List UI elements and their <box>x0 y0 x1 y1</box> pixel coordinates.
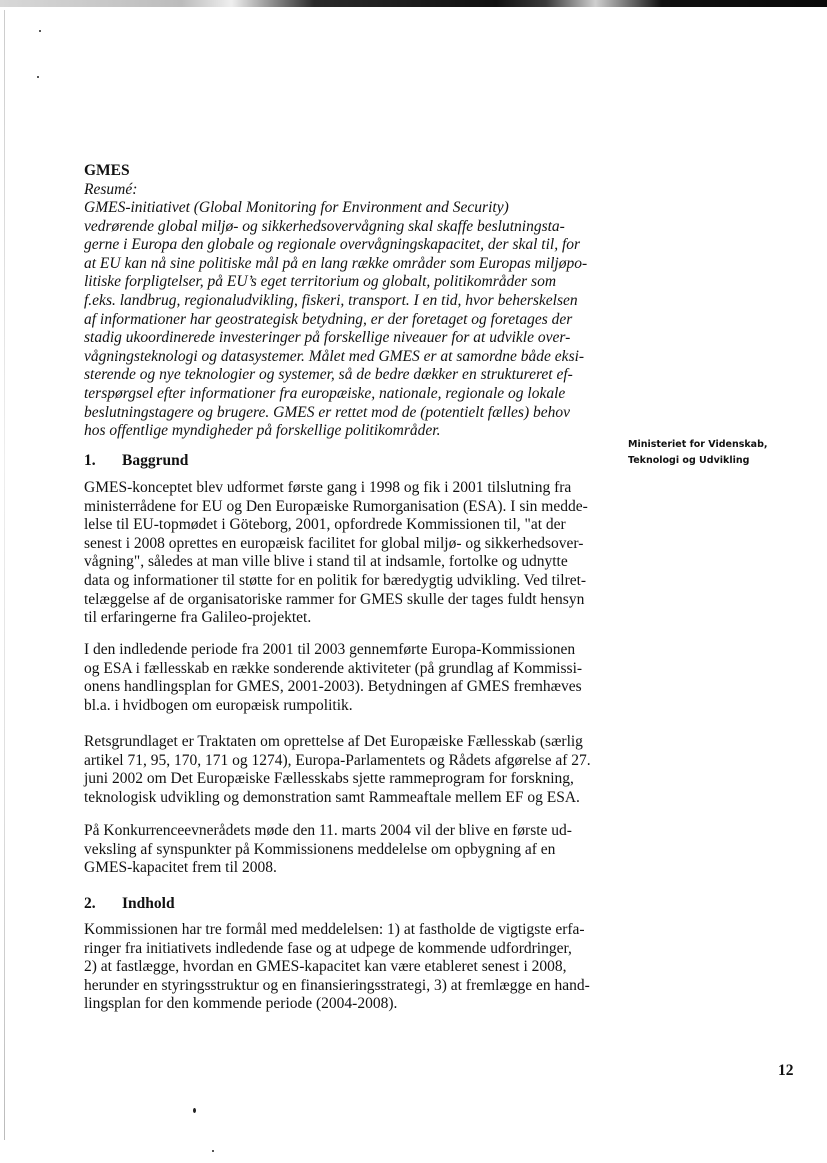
scan-edge-left <box>4 10 5 1140</box>
paragraph-line: telæggelse af de organisatoriske rammer for GMES skulle der tages fuldt hensyn <box>84 590 585 608</box>
paragraph <box>84 921 604 1014</box>
paragraph-line: juni 2002 om Det Europæiske Fællesskabs sjette rammeprogram for forskning, <box>84 770 574 788</box>
paragraph-line: Kommissionen har tre formål med meddelelsen: 1) at fastholde de vigtigste erfa- <box>84 921 585 938</box>
paragraph-line: lingsplan for den kommende periode (2004-2008). <box>84 995 398 1013</box>
resume-text <box>84 199 604 441</box>
paragraph <box>84 479 604 628</box>
paragraph-line: bl.a. i hvidbogen om europæisk rumpolitik. <box>84 696 353 714</box>
resume-line: f.eks. landbrug, regionaludvikling, fiskeri, transport. I en tid, hvor beherskelsen <box>84 291 578 309</box>
section-number: 1. <box>84 452 96 469</box>
document-title: GMES <box>84 162 130 179</box>
paragraph-line: og ESA i fællesskab en række sonderende aktiviteter (på grundlag af Kommissi- <box>84 659 583 677</box>
scan-speck <box>39 30 41 32</box>
resume-line: litiske forpligtelser, på EU’s eget territorium og globalt, politikområder som <box>84 273 557 291</box>
scan-speck <box>193 1108 196 1113</box>
resume-line: beslutningstagere og brugere. GMES er rettet mod de (potentielt fælles) behov <box>84 403 570 421</box>
resume-line: stadig ukoordinerede investeringer på forskellige niveauer for at udvikle over- <box>84 329 571 347</box>
paragraph-line: I den indledende periode fra 2001 til 2003 gennemførte Europa-Kommissionen <box>84 641 576 658</box>
resume-line: hos offentlige myndigheder på forskellige politikområder. <box>84 422 441 440</box>
paragraph-line: ringer fra initiativets indledende fase og at udpege de kommende udfordringer, <box>84 939 572 957</box>
section-heading-text: Indhold <box>122 895 175 912</box>
paragraph-line: Retsgrundlaget er Traktaten om oprettelse af Det Europæiske Fællesskab (særlig <box>84 733 583 750</box>
page-number: 12 <box>778 1062 794 1079</box>
resume-line: sterende og nye teknologier og systemer, så de bedre dækker en struktureret ef- <box>84 366 573 384</box>
paragraph-line: onens handlingsplan for GMES, 2001-2003). Betydningen af GMES fremhæves <box>84 678 582 696</box>
resume-line: GMES-initiativet (Global Monitoring for Environment and Security) <box>84 199 509 216</box>
resume-label: Resumé: <box>84 181 138 198</box>
paragraph-line: herunder en styringsstruktur og en finansieringsstrategi, 3) at fremlægge en hand- <box>84 976 590 994</box>
paragraph-line: På Konkurrenceevnerådets møde den 11. marts 2004 vil der blive en første ud- <box>84 822 572 839</box>
section-heading-indhold <box>84 895 175 913</box>
resume-line: vågningsteknologi og datasystemer. Målet med GMES er at samordne både eksi- <box>84 347 585 365</box>
sidebar-note-line: Teknologi og Udvikling <box>628 455 750 466</box>
paragraph-line: til erfaringerne fra Galileo-projektet. <box>84 609 312 627</box>
ministry-sidebar-note <box>628 437 768 469</box>
section-number: 2. <box>84 895 96 912</box>
paragraph-line: veksling af synspunkter på Kommissionens meddelelse om opbygning af en <box>84 840 556 858</box>
paragraph-line: artikel 71, 95, 170, 171 og 1274), Europa-Parlamentets og Rådets afgørelse af 27. <box>84 751 591 769</box>
scan-speck <box>212 1150 214 1152</box>
paragraph-line: GMES-konceptet blev udformet første gang i 1998 og fik i 2001 tilslutning fra <box>84 479 572 496</box>
paragraph-line: lelse til EU-topmødet i Göteborg, 2001, opfordrede Kommissionen til, "at der <box>84 516 566 534</box>
sidebar-note-line: Ministeriet for Videnskab, <box>628 439 768 450</box>
paragraph <box>84 641 604 715</box>
paragraph-line: GMES-kapacitet frem til 2008. <box>84 859 277 877</box>
scan-speck <box>37 76 39 78</box>
paragraph-line: 2) at fastlægge, hvordan en GMES-kapacitet kan være etableret senest i 2008, <box>84 958 567 976</box>
paragraph-line: vågning", således at man ville blive i stand til at indsamle, fortolke og udnytte <box>84 553 568 571</box>
resume-line: vedrørende global miljø- og sikkerhedsovervågning skal skaffe beslutningsta- <box>84 217 565 235</box>
paragraph <box>84 822 604 878</box>
paragraph-line: senest i 2008 oprettes en europæisk facilitet for global miljø- og sikkerhedsover- <box>84 534 584 552</box>
scan-edge-top <box>0 0 827 7</box>
paragraph-line: data og informationer til støtte for en politik for bæredygtig udvikling. Ved tilret- <box>84 571 587 589</box>
resume-line: af informationer har geostrategisk betydning, er der foretaget og foretages der <box>84 310 573 328</box>
resume-line: at EU kan nå sine politiske mål på en lang række områder som Europas miljøpo- <box>84 254 588 272</box>
resume-line: terspørgsel efter informationer fra europæiske, nationale, regionale og lokale <box>84 384 566 402</box>
section-heading-baggrund <box>84 452 188 470</box>
paragraph-line: ministerrådene for EU og Den Europæiske Rumorganisation (ESA). I sin medde- <box>84 497 588 515</box>
resume-line: gerne i Europa den globale og regionale overvågningskapacitet, der skal til, for <box>84 236 581 254</box>
section-heading-text: Baggrund <box>122 452 189 469</box>
paragraph-line: teknologisk udvikling og demonstration samt Rammeaftale mellem EF og ESA. <box>84 788 580 806</box>
paragraph <box>84 733 604 807</box>
